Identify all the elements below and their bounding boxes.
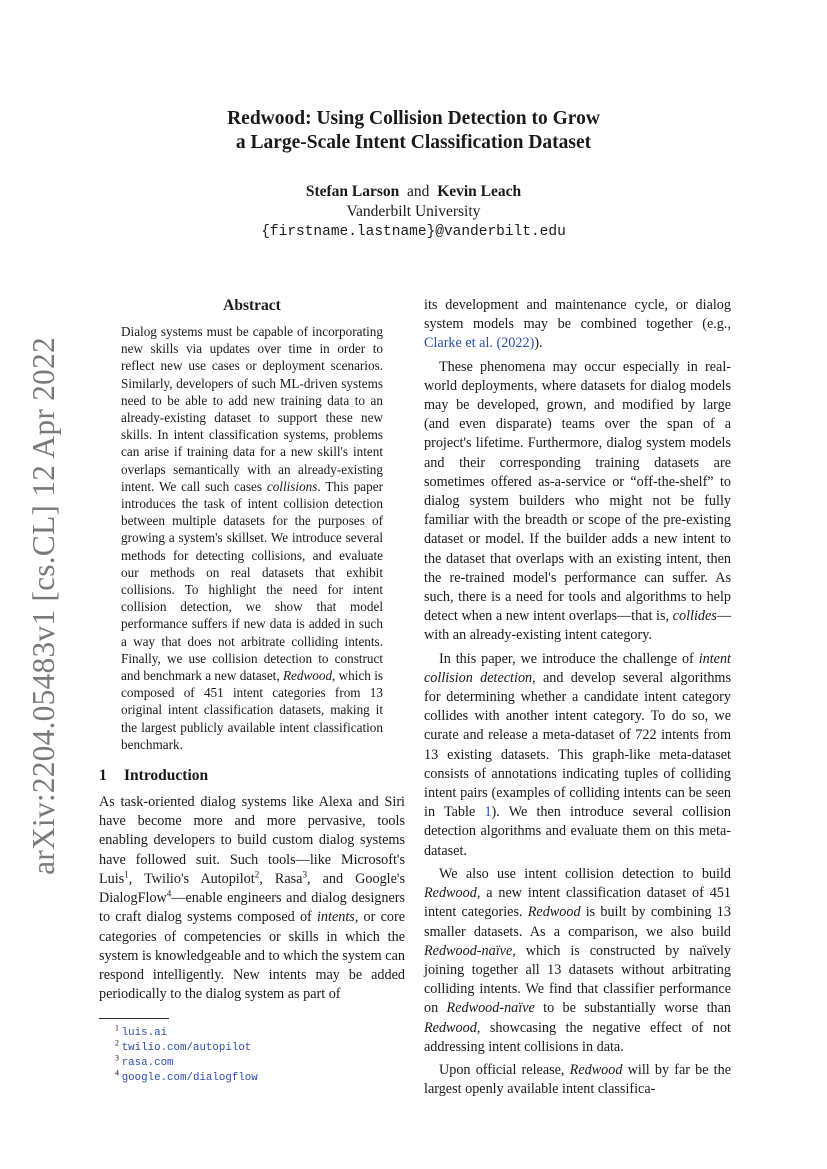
author-1: Stefan Larson bbox=[305, 183, 400, 200]
author-email: {firstname.lastname}@vanderbilt.edu bbox=[261, 224, 566, 240]
abstract-heading: Abstract bbox=[223, 297, 281, 314]
author-names bbox=[0, 182, 827, 202]
emphasis: Redwood-naïve bbox=[446, 1000, 535, 1017]
emphasis: Redwood bbox=[424, 1019, 477, 1036]
footnote: $^1$ luis.ai bbox=[115, 1023, 168, 1040]
emphasis: Redwood bbox=[569, 1061, 623, 1078]
footnote: $^3$ rasa.com bbox=[115, 1053, 174, 1070]
author-block bbox=[0, 182, 827, 242]
emphasis: Redwood-naïve bbox=[424, 942, 513, 959]
emphasis: intents bbox=[316, 909, 355, 926]
arxiv-stamp bbox=[14, 337, 74, 875]
abstract-body: Dialog systems must be capable of incorporating new skills via updates over time in order to reflect new use cases or deployment scenarios. Similarly, developers of such ML-driven systems need to be able to add new training data to an already-existing dataset to support these new skills. In intent classification systems, problems can arise if training data for a new skill's intent overlaps semantically with an already-existing intent. We call such cases collisions. This paper introduces the task of intent collision detection between multiple datasets for the purposes of growing a system's skillset. We introduce several methods for detecting collisions, and evaluate our methods on real datasets that exhibit collisions. To highlight the need for intent collision detection, we show that model performance suffers if new data is added in such a way that does not arbitrate colliding intents. Finally, we use collision detection to construct and benchmark a new dataset, Redwood, which is composed of 451 intent categories from 13 original intent classification datasets, making it the largest publicly available intent classification benchmark. bbox=[121, 324, 384, 752]
emphasis: collides bbox=[672, 608, 717, 625]
emphasis: collisions bbox=[266, 478, 318, 494]
emphasis: Redwood bbox=[527, 904, 581, 921]
paragraph-5: Upon official release, Redwood will by far be the largest openly available intent classifica- bbox=[424, 1061, 732, 1098]
arxiv-identifier: arXiv:2204.05483v1 [cs.CL] 12 Apr 2022 bbox=[26, 337, 62, 875]
table-ref-link[interactable]: 1 bbox=[484, 804, 492, 821]
title-line-1: Redwood: Using Collision Detection to Grow bbox=[227, 108, 600, 129]
footnote-ref[interactable]: 3 bbox=[302, 869, 307, 880]
citation-lead: its development and maintenance cycle, or dialog system models may be combined together (e.g., bbox=[424, 297, 731, 333]
footnote-rule bbox=[99, 1018, 169, 1019]
paragraph-3: In this paper, we introduce the challenge of intent collision detection, and develop several algorithms for determining whether a candidate intent category collides with another intent category. To do so, we curate and release a meta-dataset of 722 intents from 13 existing datasets. This graph-like meta-dataset consists of annotations indicating tuples of colliding intent pairs (examples of colliding intents can be seen in Table 1). We then introduce several collision detection algorithms and evaluate them on this meta-dataset. bbox=[424, 650, 731, 859]
footnote-link[interactable]: twilio.com/autopilot bbox=[121, 1042, 252, 1055]
footnote-link[interactable]: google.com/dialogflow bbox=[121, 1072, 258, 1085]
paragraph-1: As task-oriented dialog systems like Alexa and Siri have become more and more pervasive, tools enabling developers to build custom dialog systems have followed suit. Such tools—like Microsoft's Luis$^1$, Twilio's Autopilot$^2$, Rasa$^3$, and Google's DialogFlow$^4$—enable engineers and dialog designers to craft dialog systems composed of intents, or core categories of competencies or skills in which the system is knowledgeable and to which the system can respond intelligently. New intents may be added periodically to the dialog system as part of bbox=[99, 794, 406, 1003]
footnote-link[interactable]: luis.ai bbox=[121, 1027, 168, 1040]
emphasis: Redwood bbox=[282, 668, 333, 684]
emphasis: intent collision detection bbox=[424, 650, 731, 686]
section-heading bbox=[99, 766, 405, 786]
paragraph-1-continued: its development and maintenance cycle, or dialog system models may be combined together (e.g., Clarke et al. (2022)). bbox=[424, 297, 731, 352]
section-title: Introduction bbox=[124, 767, 209, 785]
footnotes bbox=[99, 1025, 405, 1085]
right-column bbox=[424, 296, 731, 1099]
emphasis: Redwood bbox=[424, 885, 477, 902]
paper-title bbox=[0, 107, 827, 155]
left-column bbox=[99, 296, 405, 1085]
paragraph-2: These phenomena may occur especially in real-world deployments, where datasets for dialog models may be developed, grown, and modified by large (and even disparate) teams over the span of a project's lifetime. Furthermore, dialog system models and their corresponding training datasets are sometimes offered as-a-service or “off-the-shelf” to dialog system builders who might not be fully familiar with the breadth or scope of the pre-existing dataset or model. If the builder adds a new intent to the dataset that overlaps with an existing intent, then the re-trained model's performance can suffer. As such, there is a need for tools and algorithms to help detect when a new intent overlaps—that is, collides—with an already-existing intent category. bbox=[424, 358, 731, 644]
author-2: Kevin Leach bbox=[437, 183, 522, 200]
footnote-link[interactable]: rasa.com bbox=[121, 1057, 174, 1070]
author-conjunction: and bbox=[407, 183, 430, 200]
footnote: $^2$ twilio.com/autopilot bbox=[115, 1038, 252, 1055]
affiliation: Vanderbilt University bbox=[346, 203, 481, 220]
section-number: 1 bbox=[99, 767, 107, 785]
footnote-ref[interactable]: 4 bbox=[166, 888, 172, 899]
citation-link[interactable]: Clarke et al. (2022) bbox=[424, 335, 535, 352]
title-line-2: a Large-Scale Intent Classification Dataset bbox=[235, 132, 592, 153]
footnote-ref[interactable]: 2 bbox=[254, 869, 260, 880]
paragraph-4: We also use intent collision detection to build Redwood, a new intent classification dataset of 451 intent categories. Redwood is built by combining 13 smaller datasets. As a comparison, we also build Redwood-naïve, which is constructed by naïvely joining together all 13 datasets without arbitrating colliding intents. We find that classifier performance on Redwood-naïve to be substantially worse than Redwood, showcasing the negative effect of not addressing intent collisions in data. bbox=[424, 865, 731, 1055]
footnote-ref[interactable]: 1 bbox=[124, 869, 129, 880]
footnote: $^4$ google.com/dialogflow bbox=[115, 1068, 258, 1085]
